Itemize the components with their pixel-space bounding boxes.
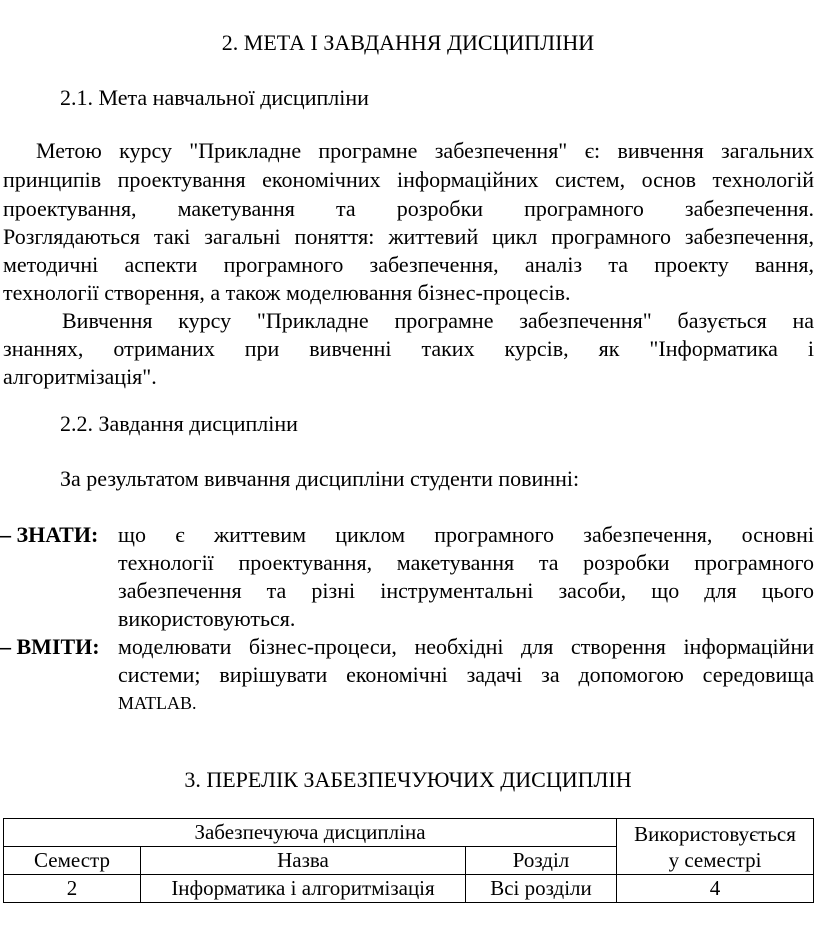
section-2-heading: 2. МЕТА І ЗАВДАННЯ ДИСЦИПЛІНИ: [221, 30, 595, 55]
can-line2: системи; вирішувати економічні задачі за допомогою середовища: [118, 662, 814, 687]
semester-cell: 2: [4, 875, 141, 903]
name-header-cell: Назва: [141, 847, 466, 875]
section-header-cell: Розділ: [466, 847, 617, 875]
subsection-2-2-heading: 2.2. Завдання дисципліни: [60, 411, 298, 436]
para1-line2: принципів проектування економічних інформаційних систем, основ технологій: [3, 167, 814, 192]
can-line1: моделювати бізнес-процеси, необхідні для створення інформаційни: [118, 634, 814, 659]
prerequisites-table: [3, 818, 814, 903]
tasks-intro: За результатом вивчання дисципліни студенти повинні:: [60, 466, 580, 491]
know-line1: що є життевим циклом програмного забезпечення, основні: [118, 522, 814, 547]
subsection-2-1-heading: 2.1. Мета навчальної дисципліни: [60, 85, 369, 110]
para1-line6: технології створення, а також моделювання бізнес-процесів.: [3, 280, 571, 305]
discipline-name-cell: Інформатика і алгоритмізація: [141, 875, 466, 903]
know-line3: забезпечення та різні інструментальні засоби, що для цього: [118, 578, 814, 603]
para1-line5: методичні аспекти програмного забезпечення, аналіз та проекту вання,: [3, 252, 814, 277]
table-row: [4, 875, 814, 903]
used-semester-cell: 4: [617, 875, 814, 903]
know-line4: використовуються.: [118, 606, 296, 631]
semester-header-cell: Семестр: [4, 847, 141, 875]
can-line3: MATLAB.: [118, 693, 197, 713]
para1-line4: Розглядаються такі загальні поняття: життевий цикл програмного забезпечення,: [3, 224, 814, 249]
can-label: – ВМІТИ:: [0, 634, 100, 659]
para1-line3: проектування, макетування та розробки програмного забезпечення.: [3, 196, 814, 221]
para2-line2: знаннях, отриманих при вивченні таких курсів, як "Інформатика і: [3, 336, 814, 361]
used-header-line2: у семестрі: [668, 847, 762, 872]
group-header-cell: Забезпечуюча дисципліна: [4, 819, 617, 847]
used-header-cell: [617, 819, 814, 875]
para2-line3: алгоритмізація".: [3, 364, 157, 389]
para2-line1: Вивчення курсу "Прикладне програмне забезпечення" базується на: [62, 308, 814, 333]
section-3-heading: 3. ПЕРЕЛІК ЗАБЕЗПЕЧУЮЧИХ ДИСЦИПЛІН: [184, 767, 632, 792]
know-line2: технології проектування, макетування та розробки програмного: [118, 550, 814, 575]
para1-line1: Метою курсу "Прикладне програмне забезпечення" є: вивчення загальних: [36, 138, 814, 163]
know-label: – ЗНАТИ:: [0, 522, 99, 547]
table-header-row: [4, 819, 814, 847]
section-cell: Всі розділи: [466, 875, 617, 903]
used-header-line1: Використовується: [634, 821, 796, 846]
